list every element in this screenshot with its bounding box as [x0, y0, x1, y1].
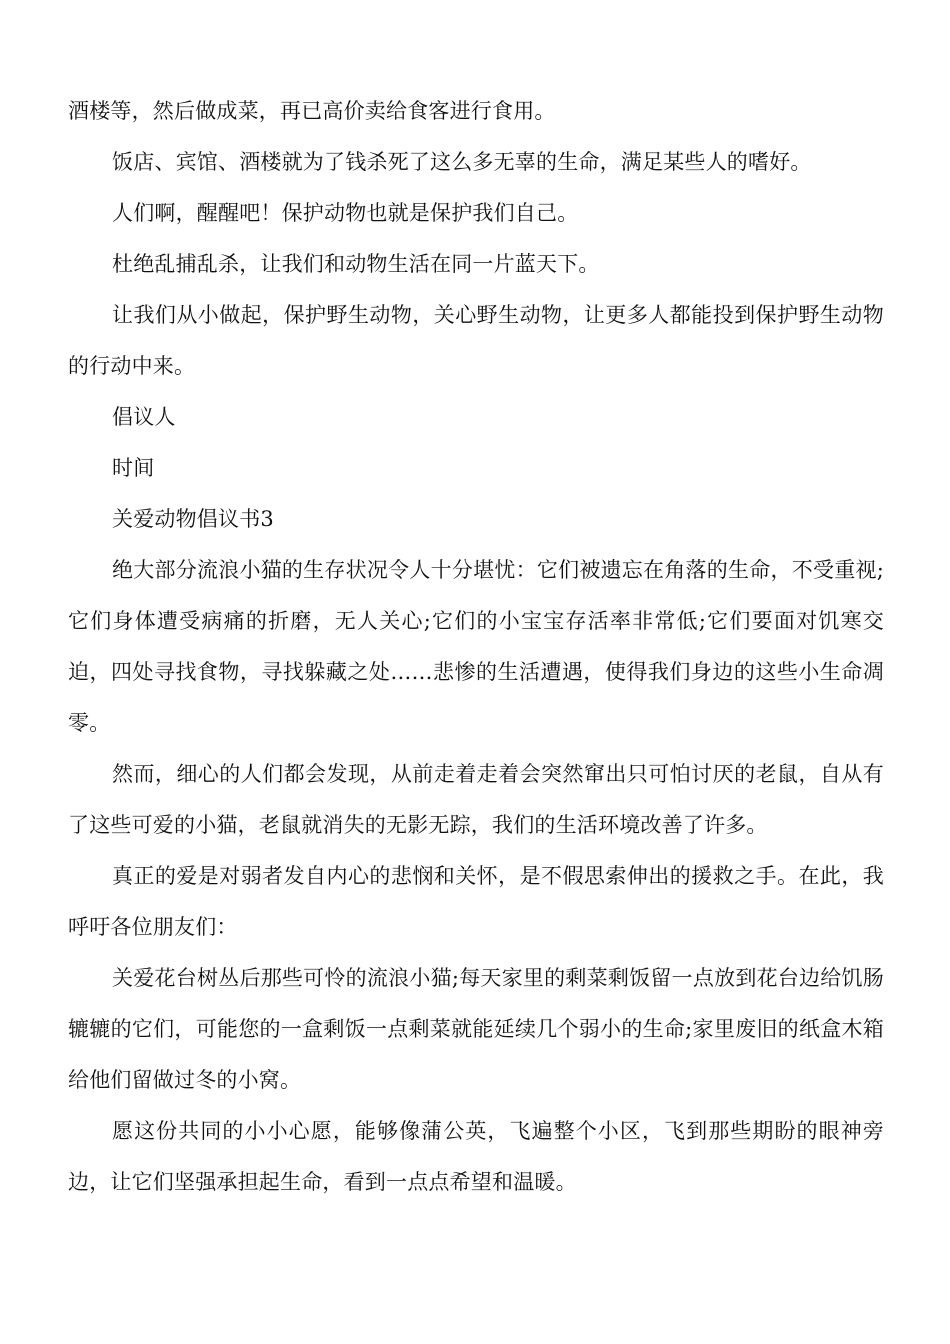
paragraph: 绝大部分流浪小猫的生存状况令人十分堪忧：它们被遗忘在角落的生命，不受重视;它们身体遭受病痛的折磨，无人关心;它们的小宝宝存活率非常低;它们要面对饥寒交迫，四处寻找食物，寻找躲藏之处……悲惨的生活遭遇，使得我们身边的这些小生命凋零。 — [68, 558, 884, 735]
paragraph: 酒楼等，然后做成菜，再已高价卖给食客进行食用。 — [68, 99, 556, 123]
date-label: 时间 — [112, 456, 155, 480]
document-body — [68, 86, 884, 1208]
paragraph: 让我们从小做起，保护野生动物，关心野生动物，让更多人都能投到保护野生动物的行动中来。 — [68, 303, 884, 378]
paragraph: 真正的爱是对弱者发自内心的悲悯和关怀，是不假思索伸出的援救之手。在此，我呼吁各位朋友们： — [68, 864, 884, 939]
section-title: 关爱动物倡议书3 — [112, 507, 274, 531]
paragraph: 愿这份共同的小小心愿，能够像蒲公英，飞遍整个小区，飞到那些期盼的眼神旁边，让它们坚强承担起生命，看到一点点希望和温暖。 — [68, 1119, 884, 1194]
paragraph: 人们啊，醒醒吧！保护动物也就是保护我们自己。 — [112, 201, 579, 225]
paragraph: 饭店、宾馆、酒楼就为了钱杀死了这么多无辜的生命，满足某些人的嗜好。 — [112, 150, 812, 174]
paragraph: 杜绝乱捕乱杀，让我们和动物生活在同一片蓝天下。 — [112, 252, 600, 276]
paragraph: 关爱花台树丛后那些可怜的流浪小猫;每天家里的剩菜剩饭留一点放到花台边给饥肠辘辘的它们，可能您的一盒剩饭一点剩菜就能延续几个弱小的生命;家里废旧的纸盒木箱给他们留做过冬的小窝。 — [68, 966, 884, 1092]
paragraph: 然而，细心的人们都会发现，从前走着走着会突然窜出只可怕讨厌的老鼠，自从有了这些可爱的小猫，老鼠就消失的无影无踪，我们的生活环境改善了许多。 — [68, 762, 884, 837]
signature-label: 倡议人 — [112, 405, 176, 429]
